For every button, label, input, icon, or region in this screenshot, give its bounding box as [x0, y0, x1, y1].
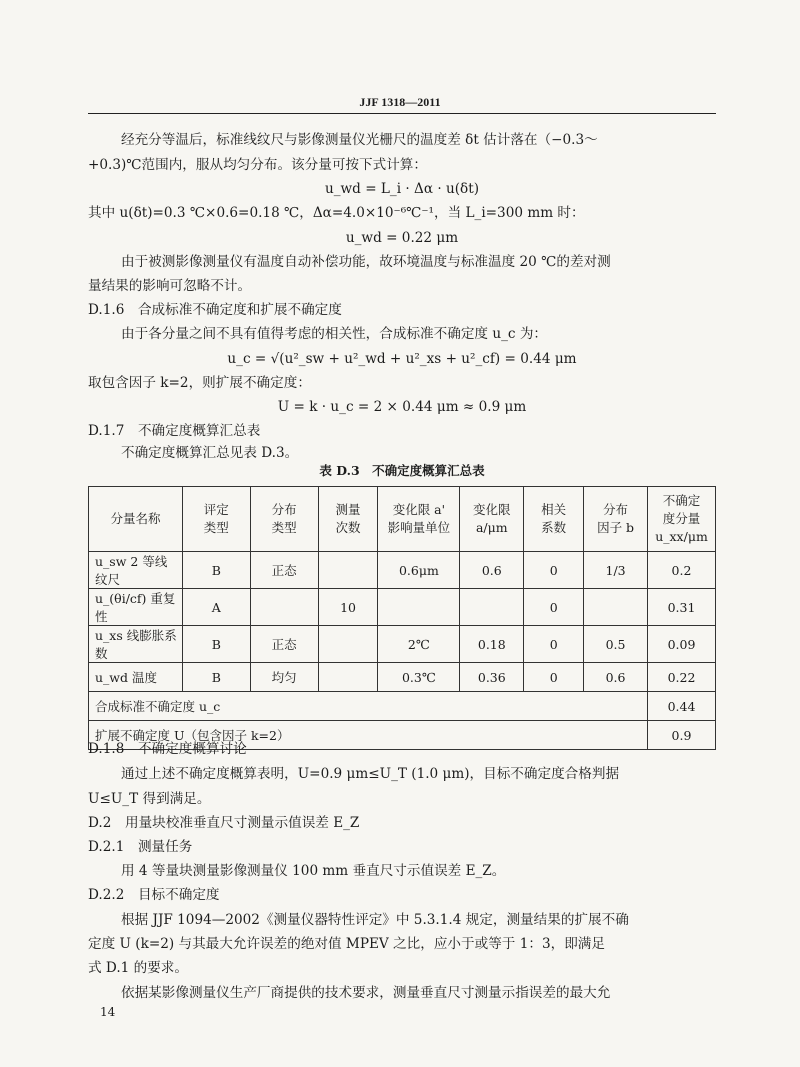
- table-cell: u_xs 线膨胀系数: [89, 626, 183, 663]
- table-header-cell: 分量名称: [89, 487, 183, 552]
- table-cell: 0.36: [460, 663, 524, 692]
- paragraph-line: 根据 JJF 1094—2002《测量仪器特性评定》中 5.3.1.4 规定，测量结果的扩展不确: [121, 912, 629, 928]
- table-cell: B: [182, 552, 250, 589]
- paragraph-line: 经充分等温后，标准线纹尺与影像测量仪光栅尺的温度差 δt 估计落在（−0.3～: [121, 132, 598, 148]
- table-cell: 0.18: [460, 626, 524, 663]
- formula-uwd: u_wd = L_i · Δα · u(δt): [324, 181, 480, 197]
- table-cell: u_wd 温度: [89, 663, 183, 692]
- header-rule: [88, 113, 716, 114]
- table-cell: 0: [524, 552, 584, 589]
- table-cell: 0: [524, 663, 584, 692]
- table-cell: [318, 626, 378, 663]
- paragraph-line: 通过上述不确定度概算表明，U=0.9 μm≤U_T (1.0 μm)，目标不确定度合格判据: [121, 766, 620, 782]
- table-cell: 正态: [250, 626, 318, 663]
- table-row: [89, 552, 716, 589]
- uncertainty-summary-table: [88, 486, 716, 750]
- formula-uwd-value: u_wd = 0.22 μm: [345, 230, 459, 246]
- paragraph-line: 式 D.1 的要求。: [88, 960, 188, 976]
- paragraph-line: U≤U_T 得到满足。: [88, 791, 211, 807]
- table-cell: 0.22: [648, 663, 716, 692]
- section-heading-d16: D.1.6 合成标准不确定度和扩展不确定度: [88, 302, 342, 318]
- paragraph-line: 由于被测影像测量仪有温度自动补偿功能，故环境温度与标准温度 20 ℃的差对测: [121, 254, 611, 270]
- table-cell: u_sw 2 等线纹尺: [89, 552, 183, 589]
- table-header-cell: 相关 系数: [524, 487, 584, 552]
- table-summary-value: 0.9: [648, 721, 716, 750]
- table-cell: [318, 552, 378, 589]
- paragraph-line: 其中 u(δt)=0.3 ℃×0.6=0.18 ℃，Δα=4.0×10⁻⁶℃⁻¹，当 L_i=300 mm 时：: [88, 205, 585, 221]
- table-cell: [318, 663, 378, 692]
- section-heading-d22: D.2.2 目标不确定度: [88, 887, 220, 903]
- table-header-row: [89, 487, 716, 552]
- table-cell: 0.3℃: [378, 663, 460, 692]
- paragraph-line: 不确定度概算汇总见表 D.3。: [121, 445, 299, 461]
- table-cell: 2℃: [378, 626, 460, 663]
- section-heading-d18: D.1.8 不确定度概算讨论: [88, 741, 247, 757]
- table-cell: u_(θi/cf) 重复性: [89, 589, 183, 626]
- formula-expanded-u: U = k · u_c = 2 × 0.44 μm ≈ 0.9 μm: [277, 399, 527, 415]
- table-cell: 0.09: [648, 626, 716, 663]
- table-row: [89, 663, 716, 692]
- table-header-cell: 评定 类型: [182, 487, 250, 552]
- paragraph-line: 量结果的影响可忽略不计。: [88, 278, 252, 294]
- formula-uc: u_c = √(u²_sw + u²_wd + u²_xs + u²_cf) = 0.44 μm: [227, 351, 577, 367]
- section-heading-d17: D.1.7 不确定度概算汇总表: [88, 423, 261, 439]
- table-cell: 10: [318, 589, 378, 626]
- table-cell: 0.6μm: [378, 552, 460, 589]
- table-cell: 均匀: [250, 663, 318, 692]
- table-cell: [460, 589, 524, 626]
- page-number: 14: [100, 1005, 116, 1019]
- paragraph-line: 由于各分量之间不具有值得考虑的相关性，合成标准不确定度 u_c 为：: [121, 326, 548, 342]
- table-cell: B: [182, 626, 250, 663]
- table-cell: A: [182, 589, 250, 626]
- table-cell: 0: [524, 626, 584, 663]
- page-header: JJF 1318—2011: [359, 95, 441, 109]
- paragraph-line: 定度 U (k=2) 与其最大允许误差的绝对值 MPEV 之比，应小于或等于 1：3，即满足: [88, 936, 605, 952]
- section-heading-d21: D.2.1 测量任务: [88, 839, 193, 855]
- table-cell: 0.6: [460, 552, 524, 589]
- table-header-cell: 变化限 a' 影响量单位: [378, 487, 460, 552]
- table-header-cell: 变化限 a/μm: [460, 487, 524, 552]
- paragraph-line: 用 4 等量块测量影像测量仪 100 mm 垂直尺寸示值误差 E_Z。: [121, 863, 506, 879]
- table-header-cell: 测量 次数: [318, 487, 378, 552]
- paragraph-line: 取包含因子 k=2，则扩展不确定度：: [88, 375, 311, 391]
- paragraph-line: +0.3)℃范围内，服从均匀分布。该分量可按下式计算：: [88, 157, 427, 173]
- table-cell: 0.2: [648, 552, 716, 589]
- paragraph-line: 依据某影像测量仪生产厂商提供的技术要求，测量垂直尺寸测量示指误差的最大允: [121, 985, 611, 1001]
- table-cell: 正态: [250, 552, 318, 589]
- table-summary-label: 合成标准不确定度 u_c: [89, 692, 648, 721]
- table-header-cell: 分布 因子 b: [584, 487, 648, 552]
- table-cell: 1/3: [584, 552, 648, 589]
- table-cell: [584, 589, 648, 626]
- table-cell: 0.5: [584, 626, 648, 663]
- table-cell: [250, 589, 318, 626]
- section-heading-d2: D.2 用量块校准垂直尺寸测量示值误差 E_Z: [88, 815, 360, 831]
- table-header-cell: 不确定 度分量 u_xx/μm: [648, 487, 716, 552]
- table-cell: 0.31: [648, 589, 716, 626]
- table-summary-label: 扩展不确定度 U（包含因子 k=2）: [89, 721, 648, 750]
- table-row: [89, 626, 716, 663]
- table-cell: 0: [524, 589, 584, 626]
- table-summary-value: 0.44: [648, 692, 716, 721]
- table-row: [89, 589, 716, 626]
- table-header-cell: 分布 类型: [250, 487, 318, 552]
- table-row-combined: [89, 692, 716, 721]
- table-cell: [378, 589, 460, 626]
- table-cell: B: [182, 663, 250, 692]
- table-cell: 0.6: [584, 663, 648, 692]
- table-title: 表 D.3 不确定度概算汇总表: [319, 463, 485, 478]
